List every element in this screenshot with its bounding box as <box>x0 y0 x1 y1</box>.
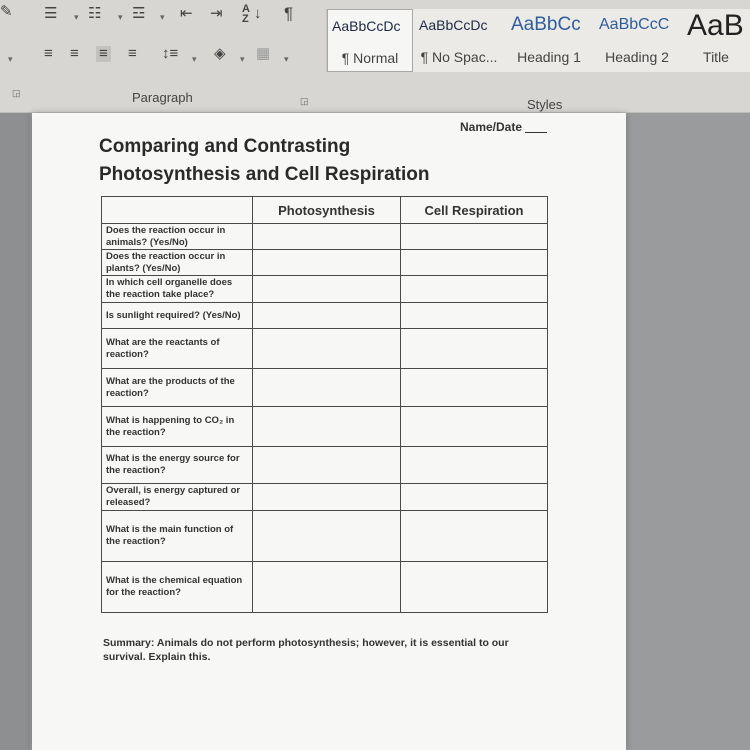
name-date-field <box>460 120 547 134</box>
answer-cell[interactable] <box>253 329 401 369</box>
row-question: What are the products of the reaction? <box>102 369 253 407</box>
style-normal[interactable] <box>327 9 413 72</box>
table-row <box>102 407 548 447</box>
answer-cell[interactable] <box>253 484 401 511</box>
answer-cell[interactable] <box>401 407 548 447</box>
style-heading-2[interactable] <box>593 9 681 72</box>
answer-cell[interactable] <box>253 447 401 484</box>
answer-cell[interactable] <box>401 447 548 484</box>
justify-icon[interactable]: ≡ <box>128 45 137 62</box>
table-row <box>102 447 548 484</box>
align-left-icon[interactable]: ≡ <box>44 45 53 62</box>
align-center-icon[interactable]: ≡ <box>70 45 79 62</box>
shading-icon[interactable]: ◈ <box>214 45 226 62</box>
row-question: Overall, is energy captured or released? <box>102 484 253 511</box>
style-name: Title <box>703 49 729 65</box>
title-line-2: Photosynthesis and Cell Respiration <box>99 164 430 185</box>
answer-cell[interactable] <box>253 562 401 613</box>
ribbon-toolbar <box>0 0 750 113</box>
answer-cell[interactable] <box>253 276 401 303</box>
row-question: In which cell organelle does the reaction take place? <box>102 276 253 303</box>
table-header-row <box>102 197 548 224</box>
row-question: Is sunlight required? (Yes/No) <box>102 303 253 329</box>
summary-prompt: Summary: Animals do not perform photosynthesis; however, it is essential to our survival. Explain this. <box>103 637 509 663</box>
dialog-launcher-icon[interactable]: ◲ <box>300 96 309 106</box>
style-sample: AaBbCc <box>511 14 581 35</box>
style-no-spacing[interactable] <box>415 9 503 72</box>
name-date-label: Name/Date <box>460 120 523 134</box>
align-right-icon[interactable]: ≡ <box>96 46 111 62</box>
dialog-launcher-icon[interactable]: ◲ <box>12 88 21 98</box>
format-painter-icon[interactable]: ✎ <box>0 3 13 20</box>
paragraph-mark-icon[interactable]: ¶ <box>284 4 294 23</box>
row-question: Does the reaction occur in animals? (Yes/No) <box>102 224 253 250</box>
table-row <box>102 562 548 613</box>
answer-cell[interactable] <box>401 562 548 613</box>
borders-icon[interactable]: ▦ <box>256 45 271 62</box>
answer-cell[interactable] <box>401 303 548 329</box>
style-name: Heading 1 <box>517 49 581 65</box>
answer-cell[interactable] <box>401 224 548 250</box>
table-row <box>102 224 548 250</box>
answer-cell[interactable] <box>401 511 548 562</box>
comparison-table <box>101 196 548 613</box>
style-name: ¶ Normal <box>341 50 399 66</box>
header-photosynthesis: Photosynthesis <box>253 197 401 224</box>
chevron-down-icon[interactable]: ▾ <box>8 54 13 64</box>
paragraph-group-label: Paragraph <box>132 90 193 105</box>
row-question: What is the chemical equation for the reaction? <box>102 562 253 613</box>
sort-icon[interactable]: A Z <box>242 3 250 25</box>
answer-cell[interactable] <box>253 250 401 276</box>
header-blank-cell <box>102 197 253 224</box>
table-row <box>102 303 548 329</box>
table-row <box>102 369 548 407</box>
line-spacing-icon[interactable]: ↕≡ <box>162 45 179 62</box>
answer-cell[interactable] <box>401 250 548 276</box>
table-row <box>102 276 548 303</box>
answer-cell[interactable] <box>253 407 401 447</box>
chevron-down-icon[interactable]: ▾ <box>284 54 289 64</box>
styles-group-label: Styles <box>527 97 563 112</box>
answer-cell[interactable] <box>401 329 548 369</box>
row-question: What is the energy source for the reaction? <box>102 447 253 484</box>
chevron-down-icon[interactable]: ▾ <box>118 12 123 22</box>
answer-cell[interactable] <box>253 511 401 562</box>
answer-cell[interactable] <box>401 484 548 511</box>
styles-gallery <box>326 9 750 72</box>
style-sample: AaBbCcDc <box>332 18 401 34</box>
style-heading-1[interactable] <box>505 9 593 72</box>
style-title[interactable] <box>681 9 750 72</box>
chevron-down-icon[interactable]: ▾ <box>160 12 165 22</box>
bullets-icon[interactable]: ☰ <box>44 5 58 22</box>
row-question: What is the main function of the reaction? <box>102 511 253 562</box>
row-question: What are the reactants of reaction? <box>102 329 253 369</box>
answer-cell[interactable] <box>253 224 401 250</box>
answer-cell[interactable] <box>253 369 401 407</box>
answer-cell[interactable] <box>253 303 401 329</box>
table-row <box>102 329 548 369</box>
style-sample: AaB <box>687 9 744 42</box>
table-row <box>102 250 548 276</box>
sort-arrow-icon: ↓ <box>254 5 262 22</box>
chevron-down-icon[interactable]: ▾ <box>192 54 197 64</box>
increase-indent-icon[interactable]: ⇥ <box>210 5 223 22</box>
answer-cell[interactable] <box>401 276 548 303</box>
multilevel-list-icon[interactable]: ☲ <box>132 5 146 22</box>
answer-cell[interactable] <box>401 369 548 407</box>
header-cell-respiration: Cell Respiration <box>401 197 548 224</box>
name-date-blank <box>525 132 547 133</box>
style-sample: AaBbCcC <box>599 16 670 33</box>
page-title <box>99 133 429 189</box>
style-name: Heading 2 <box>605 49 669 65</box>
decrease-indent-icon[interactable]: ⇤ <box>180 5 193 22</box>
title-line-1: Comparing and Contrasting <box>99 136 351 157</box>
table-row <box>102 484 548 511</box>
style-name: ¶ No Spac... <box>420 49 498 65</box>
numbering-icon[interactable]: ☷ <box>88 5 102 22</box>
chevron-down-icon[interactable]: ▾ <box>240 54 245 64</box>
row-question: What is happening to CO₂ in the reaction? <box>102 407 253 447</box>
chevron-down-icon[interactable]: ▾ <box>74 12 79 22</box>
style-sample: AaBbCcDc <box>419 17 488 33</box>
row-question: Does the reaction occur in plants? (Yes/No) <box>102 250 253 276</box>
table-row <box>102 511 548 562</box>
canvas-margin <box>0 113 30 750</box>
